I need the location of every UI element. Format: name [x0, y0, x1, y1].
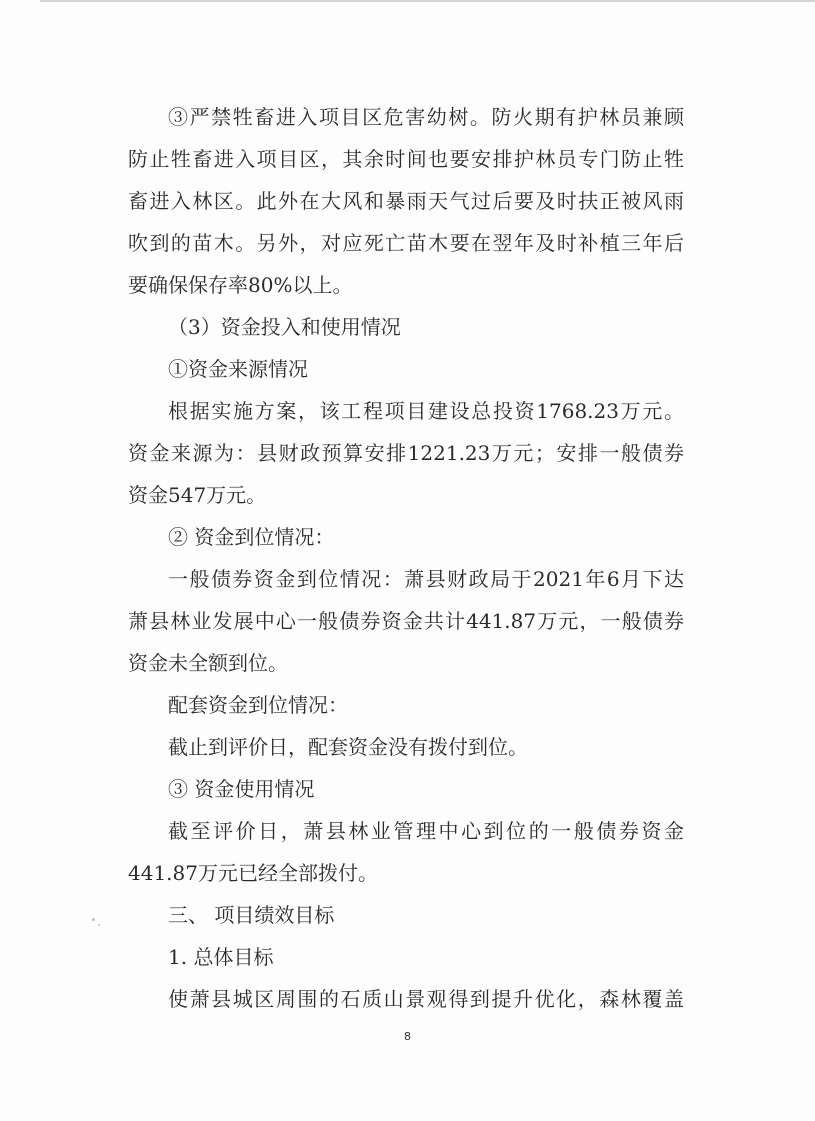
- body-line: 使萧县城区周围的石质山景观得到提升优化，森林覆盖: [168, 987, 684, 1011]
- body-line: 萧县林业发展中心一般债券资金共计441.87万元，一般债券: [128, 609, 684, 633]
- body-line: 防止牲畜进入项目区，其余时间也要安排护林员专门防止牲: [128, 147, 684, 171]
- subsection-heading: ①资金来源情况: [168, 357, 308, 381]
- section-heading: 1. 总体目标: [168, 945, 274, 969]
- body-line: 资金来源为：县财政预算安排1221.23万元；安排一般债券: [128, 441, 684, 465]
- scan-edge: [40, 0, 815, 2]
- subsection-heading: 配套资金到位情况：: [168, 693, 348, 717]
- body-line: 资金547万元。: [128, 483, 267, 507]
- body-line: 441.87万元已经全部拨付。: [128, 861, 378, 885]
- subsection-heading: ③ 资金使用情况: [168, 777, 315, 801]
- chapter-heading: 三、 项目绩效目标: [168, 903, 335, 927]
- body-line: 吹到的苗木。另外，对应死亡苗木要在翌年及时补植三年后: [128, 231, 684, 255]
- subsection-heading: ② 资金到位情况：: [168, 525, 335, 549]
- body-line: 资金未全额到位。: [128, 651, 288, 675]
- page-number: 8: [404, 1030, 411, 1043]
- body-line: 截止到评价日，配套资金没有拨付到位。: [168, 735, 528, 759]
- section-heading: （3）资金投入和使用情况: [168, 315, 401, 339]
- scan-speck: [92, 918, 95, 921]
- body-line: 截至评价日，萧县林业管理中心到位的一般债券资金: [168, 819, 684, 843]
- body-line: 根据实施方案，该工程项目建设总投资1768.23万元。: [168, 399, 684, 423]
- body-line: ③严禁牲畜进入项目区危害幼树。防火期有护林员兼顾: [168, 105, 684, 129]
- body-line: 畜进入林区。此外在大风和暴雨天气过后要及时扶正被风雨: [128, 189, 684, 213]
- body-line: 要确保保存率80%以上。: [128, 273, 353, 297]
- scan-speck: [98, 924, 100, 926]
- body-line: 一般债券资金到位情况：萧县财政局于2021年6月下达: [168, 567, 684, 591]
